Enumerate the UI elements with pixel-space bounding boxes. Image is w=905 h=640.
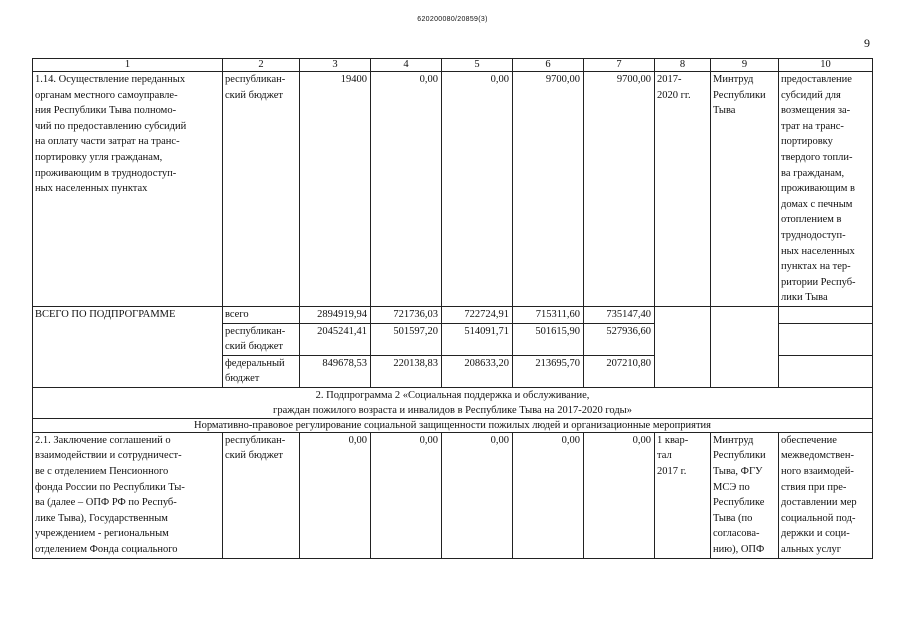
amount-total: 19400 xyxy=(300,72,371,307)
amount-2018: 722724,91 xyxy=(442,306,513,323)
amount-2020: 0,00 xyxy=(584,432,655,558)
empty-cell xyxy=(779,306,873,323)
executor: Минтруд Республики Тыва, ФГУ МСЭ по Республике Тыва (по согласова- нию), ОПФ xyxy=(711,432,779,558)
amount-2020: 527936,60 xyxy=(584,323,655,355)
amount-2017: 0,00 xyxy=(371,72,442,307)
amount-2018: 0,00 xyxy=(442,72,513,307)
empty-cell xyxy=(779,323,873,355)
amount-2020: 207210,80 xyxy=(584,355,655,387)
funding-source: всего xyxy=(223,306,300,323)
column-number: 8 xyxy=(655,59,711,72)
amount-total: 849678,53 xyxy=(300,355,371,387)
column-number: 3 xyxy=(300,59,371,72)
empty-cell xyxy=(779,355,873,387)
period: 2017- 2020 гг. xyxy=(655,72,711,307)
amount-2019: 715311,60 xyxy=(513,306,584,323)
table-row-2-1 xyxy=(33,432,873,558)
amount-2020: 735147,40 xyxy=(584,306,655,323)
section-title: Нормативно-правовое регулирование социальной защищенности пожилых людей и организационные мероприятия xyxy=(33,418,873,432)
column-number: 5 xyxy=(442,59,513,72)
amount-total: 2045241,41 xyxy=(300,323,371,355)
amount-2019: 9700,00 xyxy=(513,72,584,307)
subprogram-row xyxy=(33,387,873,418)
column-number: 7 xyxy=(584,59,655,72)
column-number: 1 xyxy=(33,59,223,72)
amount-2018: 0,00 xyxy=(442,432,513,558)
program-table xyxy=(32,58,873,559)
empty-cell xyxy=(711,306,779,387)
empty-cell xyxy=(655,306,711,387)
amount-2017: 721736,03 xyxy=(371,306,442,323)
activity-name: 1.14. Осуществление переданных органам местного самоуправле- ния Республики Тыва полномо- чий по предоставлению субсидий на оплату части затрат на транс- портировку угля гражданам, проживающим в труднодоступ- ных населенных пунктах xyxy=(33,72,223,307)
funding-source: республикан- ский бюджет xyxy=(223,323,300,355)
funding-source: федеральный бюджет xyxy=(223,355,300,387)
funding-source: республикан- ский бюджет xyxy=(223,432,300,558)
funding-source: республикан- ский бюджет xyxy=(223,72,300,307)
section-row xyxy=(33,418,873,432)
column-number: 6 xyxy=(513,59,584,72)
expected-result: обеспечение межведомствен- ного взаимодей- ствия при пре- доставлении мер социальной под- держки и соци- альных услуг xyxy=(779,432,873,558)
amount-2020: 9700,00 xyxy=(584,72,655,307)
executor: Минтруд Республики Тыва xyxy=(711,72,779,307)
amount-2019: 213695,70 xyxy=(513,355,584,387)
total-row-all xyxy=(33,306,873,323)
document-id-stamp: 620200080/20859(3) xyxy=(417,16,488,23)
column-number-row xyxy=(33,59,873,72)
expected-result: предоставление субсидий для возмещения за- трат на транс- портировку твердого топли- ва гражданам, проживающим в домах с печным отоплением в труднодоступ- ных населенных пунктах на тер- ритории Респуб- лики Тыва xyxy=(779,72,873,307)
amount-2017: 501597,20 xyxy=(371,323,442,355)
table-row-1-14 xyxy=(33,72,873,307)
amount-total: 2894919,94 xyxy=(300,306,371,323)
column-number: 4 xyxy=(371,59,442,72)
amount-2019: 0,00 xyxy=(513,432,584,558)
amount-2018: 514091,71 xyxy=(442,323,513,355)
column-number: 9 xyxy=(711,59,779,72)
subprogram-title: 2. Подпрограмма 2 «Социальная поддержка и обслуживание, граждан пожилого возраста и инвалидов в Республике Тыва на 2017-2020 годы» xyxy=(33,387,873,418)
amount-2017: 0,00 xyxy=(371,432,442,558)
page-number: 9 xyxy=(864,36,870,50)
column-number: 10 xyxy=(779,59,873,72)
total-label: ВСЕГО ПО ПОДПРОГРАММЕ xyxy=(33,306,223,387)
period: 1 квар- тал 2017 г. xyxy=(655,432,711,558)
activity-name: 2.1. Заключение соглашений о взаимодействии и сотрудничест- ве с отделением Пенсионного фонда России по Республики Ты- ва (далее – ОПФ РФ по Респуб- лике Тыва), Государственным учреждением - региональным отделением Фонда социального xyxy=(33,432,223,558)
amount-2019: 501615,90 xyxy=(513,323,584,355)
amount-total: 0,00 xyxy=(300,432,371,558)
column-number: 2 xyxy=(223,59,300,72)
amount-2018: 208633,20 xyxy=(442,355,513,387)
amount-2017: 220138,83 xyxy=(371,355,442,387)
